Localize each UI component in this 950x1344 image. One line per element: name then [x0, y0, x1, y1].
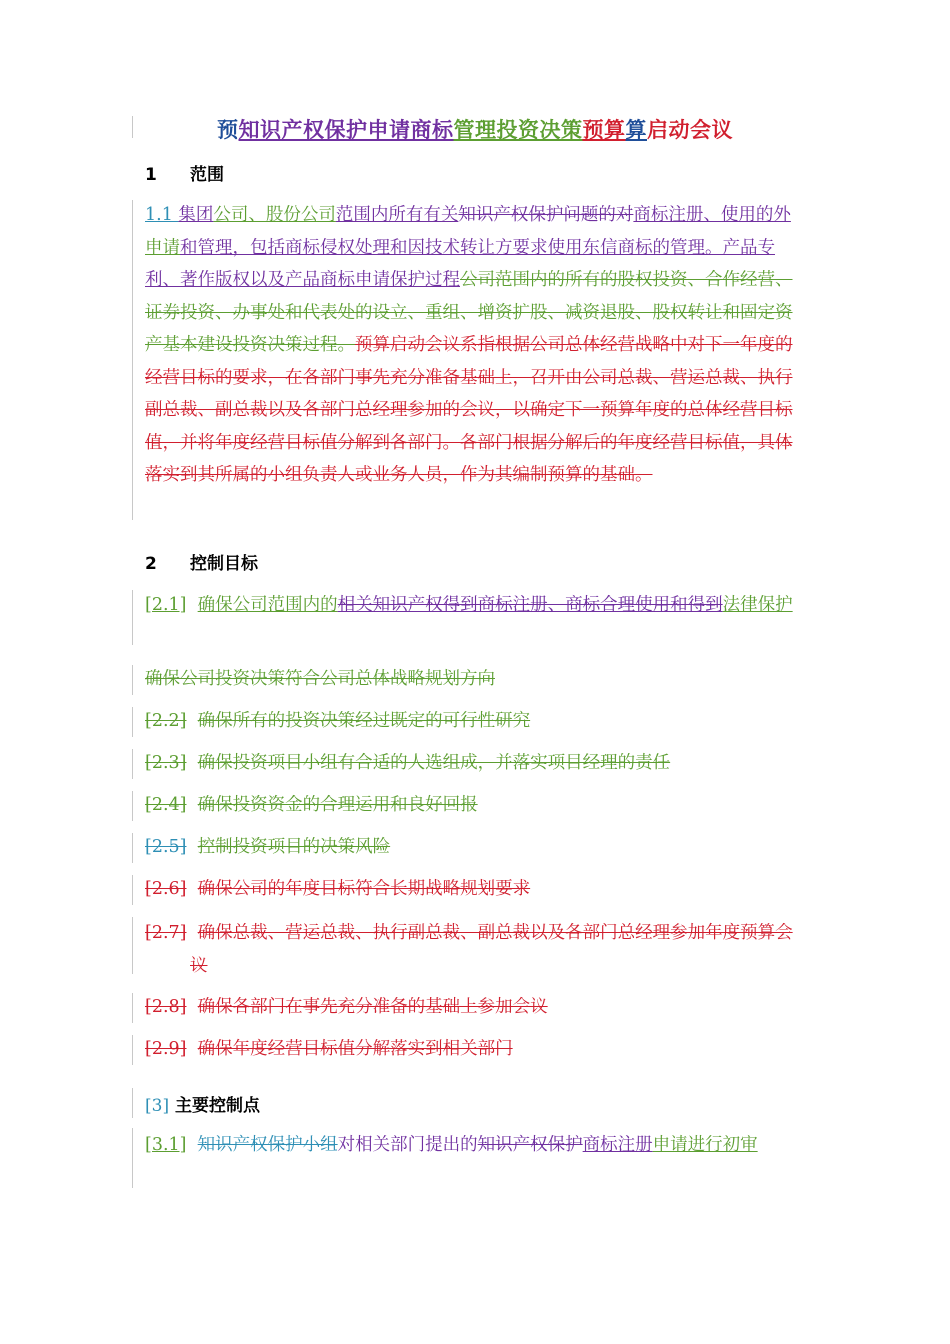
- change-bar: [132, 1088, 133, 1118]
- goal-item-2-1: [145, 589, 797, 622]
- change-bar: [132, 1035, 133, 1065]
- scope-seg: 范围内所有有关: [335, 205, 459, 225]
- title-seg: 启动会议: [647, 118, 733, 142]
- goal-text: 确保总裁、营运总裁、执行副总裁、副总裁以及各部门总经理参加年度预算会议: [190, 923, 793, 976]
- title-seg: 管理投资决策: [453, 118, 583, 142]
- control-number: [3.1]: [145, 1135, 187, 1155]
- section-heading-goals: [145, 549, 258, 574]
- goal-text: 确保所有的投资决策经过既定的可行性研究: [197, 711, 531, 731]
- scope-seg: 公司范围内的所有的股权投资、合作经营、证券投资、办事处和代表处的设立、重组、增资扩股、减资退股、股权转让和固定资产基本建设投资决策过程。: [145, 270, 793, 355]
- change-bar: [132, 917, 133, 974]
- control-seg: 知识产权保护: [477, 1135, 583, 1155]
- goal-number: [2.1]: [145, 595, 187, 615]
- title-seg: 算: [625, 118, 647, 142]
- change-bar: [132, 200, 133, 520]
- scope-seg: 集团: [178, 205, 214, 225]
- goal-item-2-7: [145, 917, 797, 982]
- section-number: [3]: [145, 1096, 170, 1116]
- goal-number: [2.6]: [145, 879, 187, 899]
- control-seg: 知识产权保护小组: [197, 1135, 338, 1155]
- goal-item-2-9: [145, 1033, 797, 1066]
- goal-text: 确保年度经营目标值分解落实到相关部门: [197, 1039, 513, 1059]
- change-bar: [132, 791, 133, 821]
- goal-item-2-5: [145, 831, 797, 864]
- goal-number: [2.5]: [145, 837, 187, 857]
- goal-number: [2.9]: [145, 1039, 187, 1059]
- change-bar: [132, 993, 133, 1023]
- change-bar: [132, 749, 133, 779]
- title-seg: 预算: [582, 118, 626, 142]
- goal-item-extra: [145, 663, 797, 696]
- goal-seg: 法律保护: [722, 595, 793, 615]
- change-bar: [132, 875, 133, 905]
- section-number: 2: [145, 554, 157, 574]
- control-seg: 对相关部门提出的: [337, 1135, 478, 1155]
- section-title: 控制目标: [190, 554, 258, 574]
- scope-seg: 知识产权保护问题的对: [458, 205, 634, 225]
- scope-paragraph: [145, 199, 797, 492]
- section-title: 主要控制点: [175, 1096, 261, 1116]
- goal-text: 确保公司投资决策符合公司总体战略规划方向: [145, 669, 495, 689]
- title-seg: 知识产权保护申请商标: [238, 118, 454, 142]
- goal-text: 确保投资资金的合理运用和良好回报: [197, 795, 478, 815]
- change-bar: [132, 833, 133, 863]
- control-item-3-1: [145, 1129, 797, 1162]
- scope-seg: 预算启动会议系指根据公司总体经营战略中对下一年度的经营目标的要求，在各部门事先充分准备基础上，召开由公司总裁、营运总裁、执行副总裁、副总裁以及各部门总经理参加的会议，以确定下一预算年度的总体经营目标值，并将年度经营目标值分解到各部门。各部门根据分解后的年度经营目标值，具体落实到其所属的小组负责人或业务人员，作为其编制预算的基础。: [145, 335, 793, 485]
- goal-seg: 确保公司范围内的: [197, 595, 338, 615]
- scope-seg: 和管理，包括商标侵权处理和因技术转让方要求使用东信商标的管理。产品专利、著作版权以及产品商标申请保护过程: [145, 237, 775, 290]
- scope-seg: 商标注册、使用的外: [633, 205, 791, 225]
- change-bar: [132, 707, 133, 737]
- section-title: 范围: [190, 165, 224, 185]
- goal-seg: 相关知识产权得到商标注册、商标合理使用和得到: [337, 595, 723, 615]
- section-heading-control-points: [145, 1091, 260, 1116]
- section-number: 1: [145, 165, 157, 185]
- goal-text: 确保投资项目小组有合适的人选组成，并落实项目经理的责任: [197, 753, 671, 773]
- goal-item-2-6: [145, 873, 797, 906]
- goal-number: [2.4]: [145, 795, 187, 815]
- goal-text: 确保各部门在事先充分准备的基础上参加会议: [197, 997, 548, 1017]
- scope-seg: 1.1: [145, 205, 179, 225]
- goal-text: 确保公司的年度目标符合长期战略规划要求: [197, 879, 531, 899]
- goal-item-2-3: [145, 747, 797, 780]
- control-seg: 商标注册: [582, 1135, 653, 1155]
- change-bar: [132, 590, 133, 645]
- goal-number: [2.3]: [145, 753, 187, 773]
- goal-item-2-8: [145, 991, 797, 1024]
- goal-text: 控制投资项目的决策风险: [197, 837, 391, 857]
- title-seg: 预: [217, 118, 239, 142]
- scope-seg: 申请: [145, 237, 180, 258]
- change-bar: [132, 665, 133, 695]
- goal-number: [2.7]: [145, 923, 187, 943]
- goal-number: [2.8]: [145, 997, 187, 1017]
- goal-number: [2.2]: [145, 711, 187, 731]
- section-heading-scope: [145, 160, 224, 185]
- document-title: [0, 114, 950, 144]
- change-bar: [132, 1128, 133, 1188]
- scope-seg: 公司、股份公司: [213, 205, 336, 225]
- goal-item-2-4: [145, 789, 797, 822]
- goal-item-2-2: [145, 705, 797, 738]
- control-seg: 申请进行初审: [652, 1135, 758, 1155]
